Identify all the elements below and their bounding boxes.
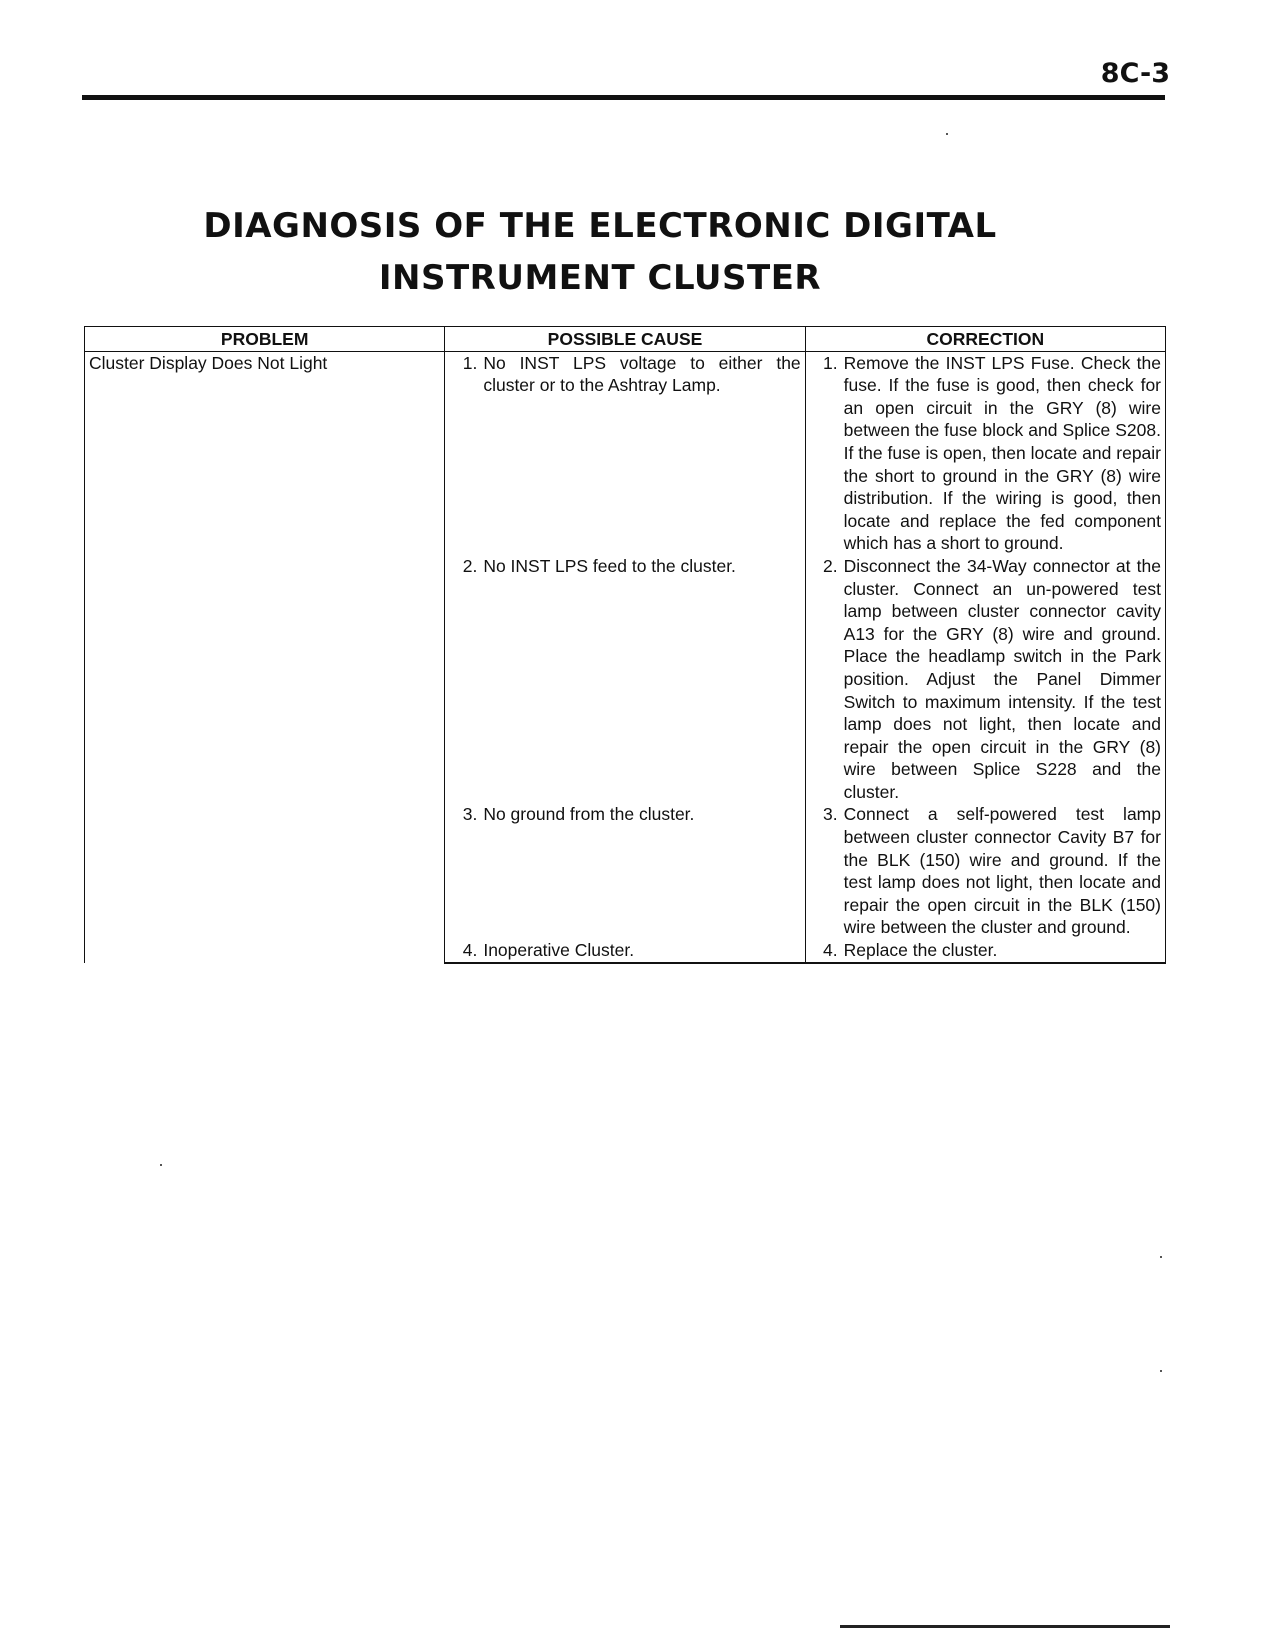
footer-rule (840, 1625, 1170, 1628)
scan-speck (946, 133, 948, 135)
cause-text: Inoperative Cluster. (483, 940, 635, 961)
correction-text: Connect a self-powered test lamp between cluster connector Cavity B7 for the BLK (150) wire and ground. If the test lamp does not light, then locate and repair the open circuit in the BLK (150) wire between the cluster and ground. (843, 804, 1161, 938)
correction-number: 4. (823, 940, 838, 961)
cause-text: No INST LPS feed to the cluster. (483, 555, 736, 576)
correction-number: 2. (823, 555, 838, 576)
cause-cell (445, 939, 805, 963)
correction-number: 1. (823, 352, 838, 373)
cause-number: 2. (462, 555, 478, 576)
cause-number: 1. (462, 352, 478, 373)
correction-cell (805, 555, 1165, 804)
header-rule (82, 95, 1165, 100)
correction-text: Replace the cluster. (843, 940, 998, 961)
header-correction: CORRECTION (805, 327, 1165, 352)
table-header-row (85, 327, 1166, 352)
cause-text: No INST LPS voltage to either the cluster or to the Ashtray Lamp. (483, 352, 801, 396)
cause-text: No ground from the cluster. (483, 804, 695, 825)
cause-number: 4. (462, 940, 478, 961)
correction-text: Disconnect the 34-Way connector at the cluster. Connect an un-powered test lamp between cluster connector cavity A13 for the GRY (8) wire and ground. Place the headlamp switch in the Park position. Adjust the Panel Dimmer Switch to maximum intensity. If the test lamp does not light, then locate and repair the open circuit in the GRY (8) wire between Splice S228 and the cluster. (843, 555, 1161, 802)
table-row (85, 351, 1166, 555)
cause-cell (445, 555, 805, 804)
correction-text: Remove the INST LPS Fuse. Check the fuse. If the fuse is good, then check for an open circuit in the GRY (8) wire between the fuse block and Splice S208. If the fuse is open, then locate and repair the short to ground in the GRY (8) wire distribution. If the wiring is good, then locate and replace the fed component which has a short to ground. (843, 352, 1161, 554)
cause-number: 3. (462, 804, 478, 825)
scan-speck (1160, 1256, 1162, 1258)
header-problem: PROBLEM (85, 327, 445, 352)
cause-cell (445, 803, 805, 939)
scan-speck (1160, 1370, 1162, 1372)
problem-text: Cluster Display Does Not Light (89, 352, 328, 373)
title-line-1: DIAGNOSIS OF THE ELECTRONIC DIGITAL (203, 206, 997, 246)
scan-speck (160, 1164, 162, 1166)
problem-cell (85, 351, 445, 963)
correction-cell (805, 803, 1165, 939)
page-title (150, 200, 1050, 304)
correction-cell (805, 939, 1165, 963)
correction-cell (805, 351, 1165, 555)
correction-number: 3. (823, 804, 838, 825)
page-number: 8C-3 (1100, 58, 1170, 89)
title-line-2: INSTRUMENT CLUSTER (378, 258, 822, 298)
diagnosis-table (84, 326, 1166, 964)
cause-cell (445, 351, 805, 555)
header-cause: POSSIBLE CAUSE (445, 327, 805, 352)
